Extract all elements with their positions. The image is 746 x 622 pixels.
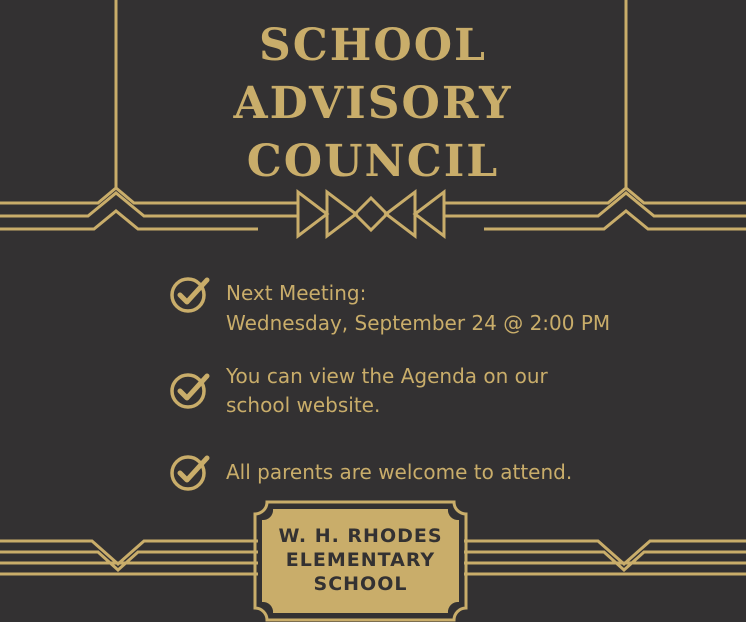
title-line-1: SCHOOL xyxy=(259,20,487,71)
title-line-3: COUNCIL xyxy=(246,136,500,187)
school-name-line-2: ELEMENTARY xyxy=(285,549,436,571)
school-name-line-1: W. H. RHODES xyxy=(278,525,443,547)
check-circle-icon xyxy=(169,273,211,315)
school-name xyxy=(258,524,463,596)
school-name-line-3: SCHOOL xyxy=(313,573,408,595)
title-line-2: ADVISORY xyxy=(233,78,513,129)
agenda-text-line-2: school website. xyxy=(226,393,381,417)
meeting-date: Wednesday, September 24 @ 2:00 PM xyxy=(226,311,611,335)
check-circle-icon xyxy=(169,451,211,493)
meeting-label: Next Meeting: xyxy=(226,281,367,305)
check-circle-icon xyxy=(169,369,211,411)
parents-welcome-text: All parents are welcome to attend. xyxy=(226,460,573,484)
agenda-text-line-1: You can view the Agenda on our xyxy=(226,364,548,388)
